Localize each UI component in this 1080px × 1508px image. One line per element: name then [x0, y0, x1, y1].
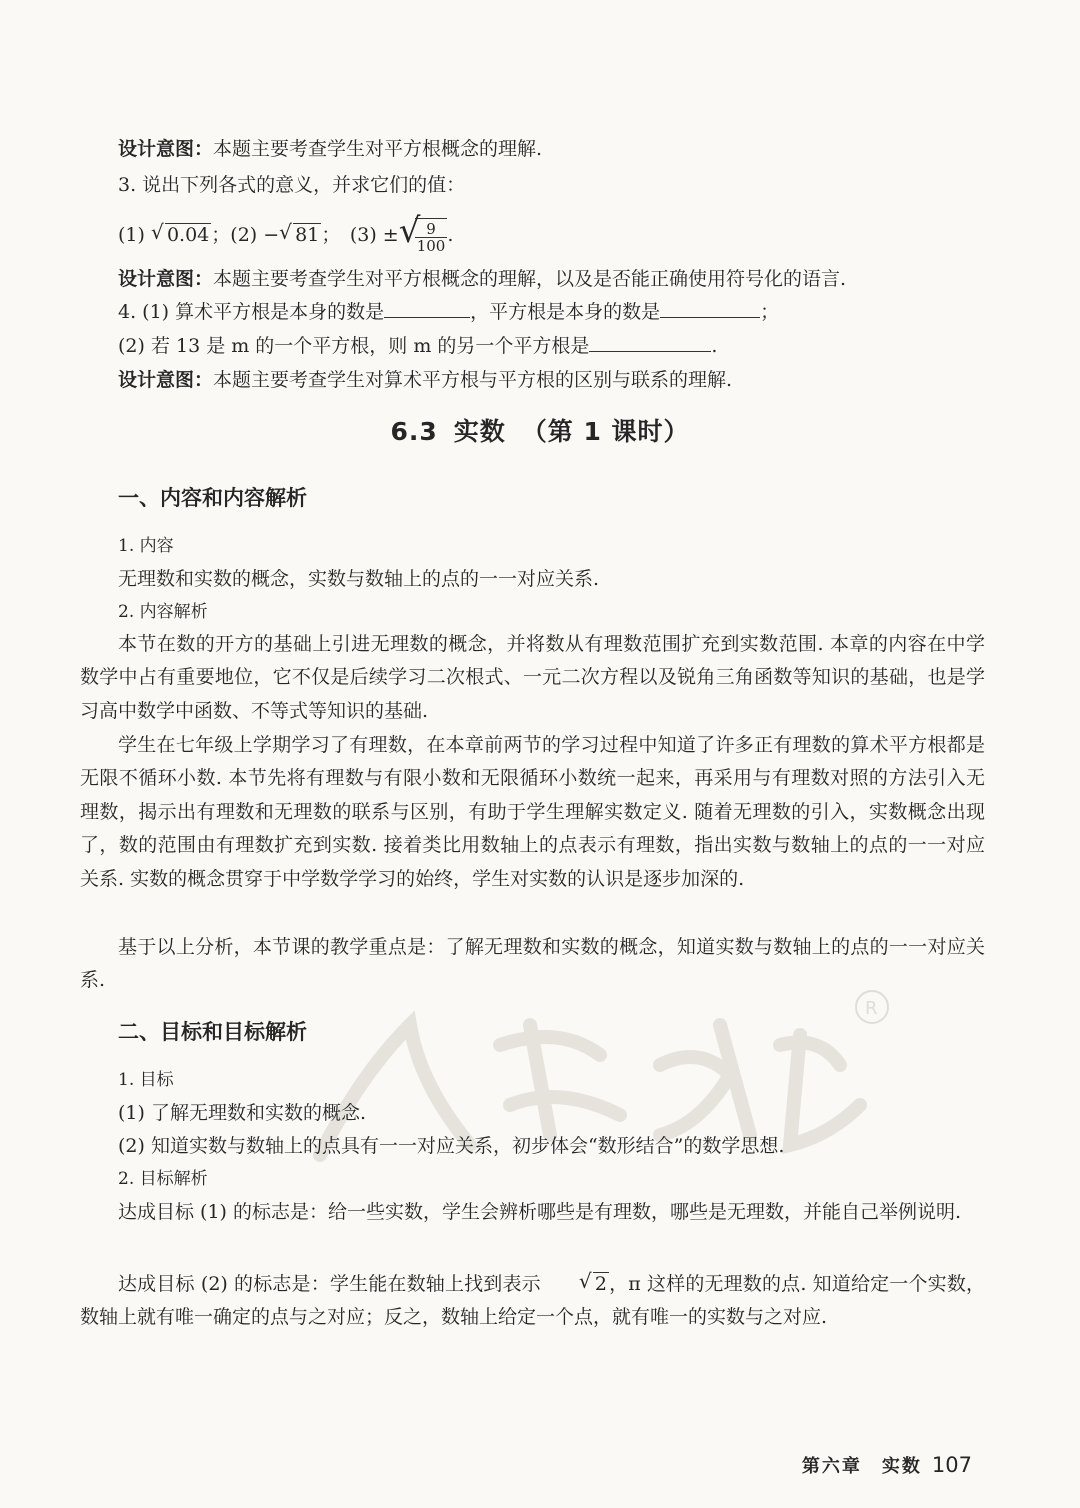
section-number: 6.3: [390, 417, 438, 446]
design-intent-1: [118, 136, 542, 162]
radicand-2: 81: [295, 224, 320, 246]
part2-analysis-paragraph-1: 达成目标 (1) 的标志是：给一些实数，学生会辨析哪些是有理数，哪些是无理数，并能自己举例说明.: [118, 1201, 962, 1223]
design-intent-text: 本题主要考查学生对算术平方根与平方根的区别与联系的理解.: [213, 369, 733, 391]
page-footer: [802, 1452, 972, 1478]
answer-blank: [589, 333, 711, 352]
sqrt-expression-2: √ 81: [279, 220, 320, 246]
sqrt-fraction-expression: √ $\frac{9}{100}$: [398, 211, 446, 255]
svg-text:R: R: [865, 998, 878, 1019]
part2-sub-heading-goals: 1. 目标: [118, 1070, 174, 1090]
fraction-numerator: 9: [415, 221, 448, 238]
q4-a-text-2: ，平方根是本身的数是: [470, 301, 661, 323]
page-number: 107: [931, 1453, 972, 1477]
q4-b-text-2: .: [711, 335, 718, 357]
answer-blank: [384, 299, 470, 318]
design-intent-text: 本题主要考查学生对平方根概念的理解，以及是否能正确使用符号化的语言.: [213, 268, 847, 290]
design-intent-label: 设计意图：: [118, 369, 214, 391]
question-4-part1: [118, 299, 779, 325]
question-3-expressions: (1) √ 0.04 ；(2) − √ 81 ； (3) ± √ $\frac{9}{100}$ .: [118, 211, 454, 255]
q3-part1-label: (1): [118, 224, 145, 246]
design-intent-3: [118, 367, 732, 393]
sqrt-2-radicand: 2: [594, 1273, 607, 1295]
sqrt-2: √ 2: [578, 1269, 607, 1295]
part2-analysis-paragraph-2: [80, 1268, 985, 1335]
answer-blank: [660, 299, 760, 318]
chapter-label: 第六章 实数: [801, 1456, 922, 1477]
sqrt-expression-1: √ 0.04: [150, 220, 210, 246]
part2-heading: 二、目标和目标解析: [118, 1020, 307, 1044]
part1-sub-heading-content: 1. 内容: [118, 536, 174, 556]
question-4-part2: [118, 333, 717, 359]
part1-content-text: 无理数和实数的概念，实数与数轴上的点的一一对应关系.: [118, 568, 600, 590]
part1-heading: 一、内容和内容解析: [118, 486, 307, 510]
q4-b-text-1: (2) 若 13 是 m 的一个平方根，则 m 的另一个平方根是: [118, 335, 590, 357]
q4-a-text-3: ；: [760, 301, 780, 323]
part1-analysis-paragraph-2: 学生在七年级上学期学习了有理数，在本章前两节的学习过程中知道了许多正有理数的算术平方根都是无限不循环小数. 本节先将有理数与有限小数和无限循环小数统一起来，再采用与有理数对照的方法引入无理数，揭示出有理数和无理数的联系与区别，有助于学生理解实数定义. 随着无理数的引入，实数概念出现了，数的范围由有理数扩充到实数. 接着类比用数轴上的点表示有理数，指出实数与数轴上的点的一一对应关系. 实数的概念贯穿于中学数学学习的始终，学生对实数的认识是逐步加深的.: [80, 734, 985, 890]
fraction-denominator: 100: [416, 237, 446, 255]
part1-analysis-paragraph-3: 基于以上分析，本节课的教学重点是：了解无理数和实数的概念，知道实数与数轴上的点的一一对应关系.: [80, 936, 985, 992]
design-intent-text: 本题主要考查学生对平方根概念的理解.: [213, 138, 543, 160]
part1-analysis-paragraph-1: 本节在数的开方的基础上引进无理数的概念，并将数从有理数范围扩充到实数范围. 本章的内容在中学数学中占有重要地位，它不仅是后续学习二次根式、一元二次方程以及锐角三角函数等知识的基础，也是学习高中数学中函数、不等式等知识的基础.: [80, 633, 985, 722]
section-subtitle: （第 1 课时）: [521, 417, 690, 446]
question-3: 3. 说出下列各式的意义，并求它们的值：: [118, 174, 466, 196]
section-name: 实数: [453, 417, 506, 446]
design-intent-2: [118, 266, 846, 292]
section-title: [0, 412, 1080, 448]
part2-sub-heading-analysis: 2. 目标解析: [118, 1169, 208, 1189]
part1-sub-heading-analysis: 2. 内容解析: [118, 602, 208, 622]
goal-1: (1) 了解无理数和实数的概念.: [118, 1102, 366, 1124]
goal-2: (2) 知道实数与数轴上的点具有一一对应关系，初步体会“数形结合”的数学思想.: [118, 1135, 785, 1157]
radicand-1: 0.04: [166, 224, 210, 246]
p2-text-a: 达成目标 (2) 的标志是：学生能在数轴上找到表示: [118, 1273, 541, 1295]
design-intent-label: 设计意图：: [118, 138, 214, 160]
q3-part2-label: ；(2) −: [211, 224, 280, 246]
q4-a-text-1: 4. (1) 算术平方根是本身的数是: [118, 301, 385, 323]
p2-text-b: ，π 这样的无理数的点. 知道给定一个实数，数轴上就有唯一确定的点与之对应；反之，数轴上给定一个点，就有唯一的实数与之对应.: [80, 1273, 986, 1329]
q3-part3-label: ； (3) ±: [321, 224, 399, 246]
design-intent-label: 设计意图：: [118, 268, 214, 290]
